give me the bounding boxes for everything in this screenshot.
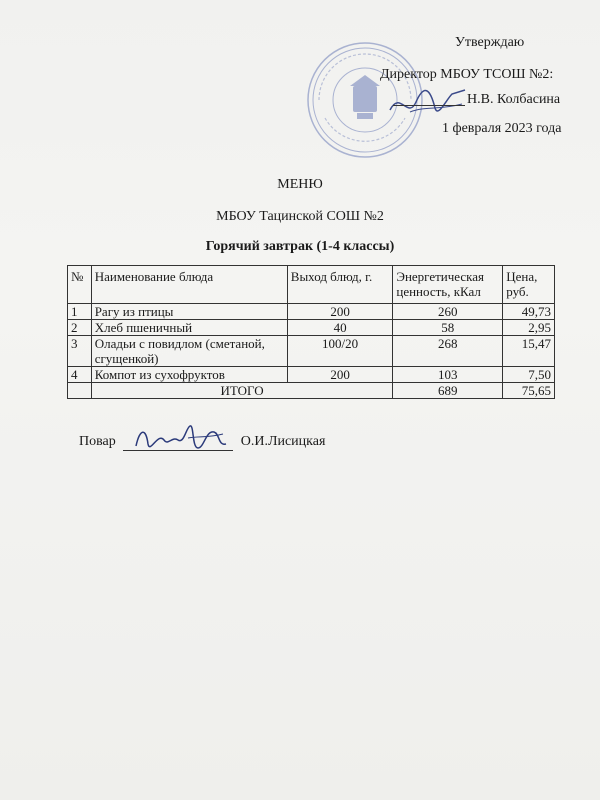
total-price: 75,65 bbox=[503, 383, 555, 399]
director-signature-icon bbox=[380, 80, 470, 125]
total-empty-cell bbox=[68, 383, 92, 399]
table-row bbox=[68, 336, 555, 367]
dish-kcal: 58 bbox=[393, 320, 503, 336]
cook-label: Повар bbox=[79, 434, 116, 449]
dish-price: 7,50 bbox=[503, 367, 555, 383]
row-number: 4 bbox=[68, 367, 92, 383]
table-header-row bbox=[68, 266, 555, 304]
dish-output: 200 bbox=[287, 367, 393, 383]
total-row bbox=[68, 383, 555, 399]
approval-date: 1 февраля 2023 года bbox=[442, 121, 562, 136]
dish-name: Хлеб пшеничный bbox=[91, 320, 287, 336]
dish-name: Компот из сухофруктов bbox=[91, 367, 287, 383]
dish-price: 49,73 bbox=[503, 304, 555, 320]
cook-line bbox=[79, 434, 325, 451]
dish-output: 40 bbox=[287, 320, 393, 336]
dish-name: Оладьи с повидлом (сметаной, сгущенкой) bbox=[91, 336, 287, 367]
column-header: Выход блюд, г. bbox=[287, 266, 393, 304]
table-row bbox=[68, 367, 555, 383]
dish-price: 15,47 bbox=[503, 336, 555, 367]
dish-price: 2,95 bbox=[503, 320, 555, 336]
table-row bbox=[68, 320, 555, 336]
school-title: МБОУ Тацинской СОШ №2 bbox=[216, 209, 384, 224]
row-number: 3 bbox=[68, 336, 92, 367]
row-number: 2 bbox=[68, 320, 92, 336]
dish-kcal: 260 bbox=[393, 304, 503, 320]
signature-line bbox=[393, 105, 465, 106]
approval-name: Н.В. Колбасина bbox=[467, 92, 561, 107]
total-kcal: 689 bbox=[393, 383, 503, 399]
column-header: Наименование блюда bbox=[91, 266, 287, 304]
menu-title: МЕНЮ bbox=[277, 177, 323, 192]
table-row bbox=[68, 304, 555, 320]
signature-line bbox=[123, 434, 233, 451]
column-header: Энергетическая ценность, кКал bbox=[393, 266, 503, 304]
dish-output: 200 bbox=[287, 304, 393, 320]
cook-name: О.И.Лисицкая bbox=[240, 434, 326, 449]
dish-output: 100/20 bbox=[287, 336, 393, 367]
approval-director: Директор МБОУ ТСОШ №2: bbox=[380, 67, 554, 82]
total-label: ИТОГО bbox=[91, 383, 393, 399]
column-header: Цена, руб. bbox=[503, 266, 555, 304]
approval-title: Утверждаю bbox=[455, 35, 525, 50]
meal-title: Горячий завтрак (1-4 классы) bbox=[205, 239, 395, 254]
dish-name: Рагу из птицы bbox=[91, 304, 287, 320]
menu-table bbox=[67, 265, 555, 399]
dish-kcal: 103 bbox=[393, 367, 503, 383]
dish-kcal: 268 bbox=[393, 336, 503, 367]
row-number: 1 bbox=[68, 304, 92, 320]
column-header: № bbox=[68, 266, 92, 304]
